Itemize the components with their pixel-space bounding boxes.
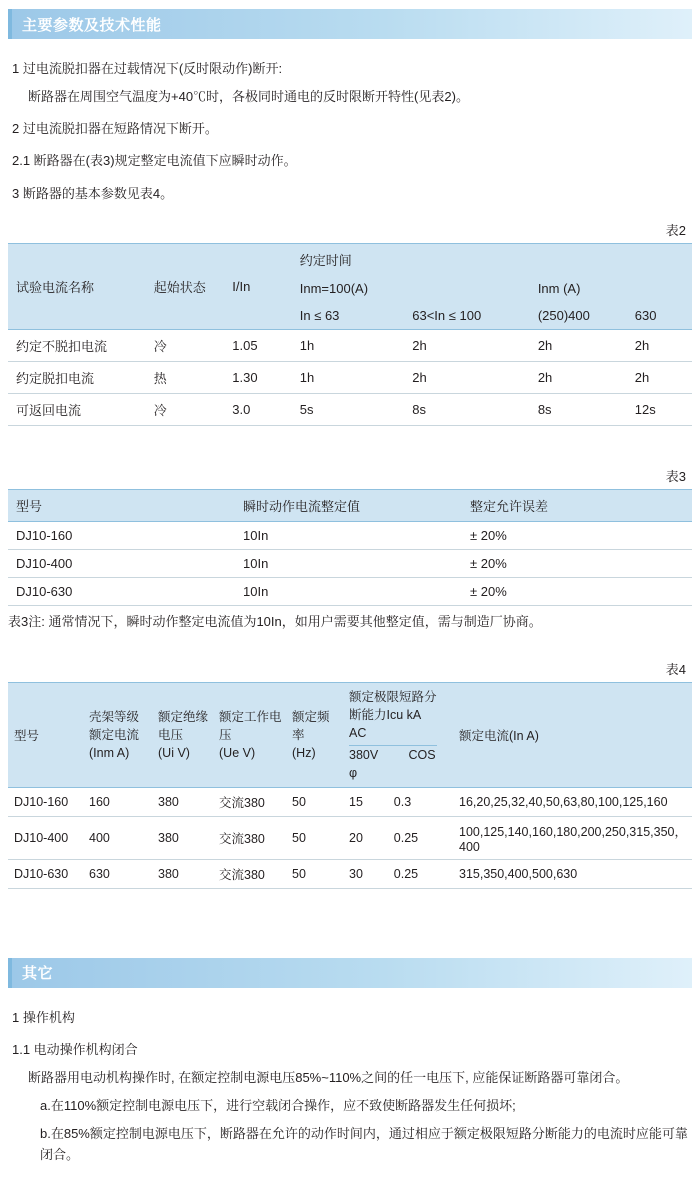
cell-rated-current: 16,20,25,32,40,50,63,80,100,125,160 — [459, 794, 668, 809]
cell-model: DJ10-630 — [14, 866, 69, 881]
document-page — [0, 9, 700, 1165]
paragraph-1: 1 过电流脱扣器在过载情况下(反时限动作)断开: — [12, 61, 283, 76]
cell-work-voltage: 交流380 — [219, 831, 265, 846]
cell-insulation: 380 — [158, 830, 179, 845]
cell-v4: 2h — [634, 337, 650, 353]
table4-header-row — [8, 683, 692, 788]
cell-v3: 8s — [537, 401, 552, 417]
cell-iin: 1.05 — [232, 337, 258, 353]
table-row — [8, 859, 692, 888]
table3-note: 表3注: 通常情况下，瞬时动作整定电流值为10In，如用户需要其他整定值，需与制造厂协商。 — [8, 613, 542, 629]
cell-state: 冷 — [153, 338, 167, 354]
table2-subheader-630: 630 — [634, 307, 657, 323]
cell-setting: 10In — [243, 583, 269, 599]
cell-cos: 0.25 — [393, 830, 419, 845]
table4-caption: 表4 — [665, 662, 686, 678]
cell-tolerance: ± 20% — [470, 555, 507, 571]
section-title-main: 主要参数及技术性能 — [22, 16, 162, 34]
table4-header-insulation: 额定绝缘电压 — [158, 709, 209, 742]
cell-model: DJ10-160 — [14, 794, 69, 809]
table-row — [8, 787, 692, 816]
cell-insulation: 380 — [158, 866, 179, 881]
cell-frequency: 50 — [292, 866, 306, 881]
cell-v3: 2h — [537, 369, 553, 385]
cell-frequency: 50 — [292, 830, 306, 845]
other-paragraph-1-1: 1.1 电动操作机构闭合 — [12, 1041, 138, 1057]
section-accent-bar — [8, 9, 12, 39]
cell-tolerance: ± 20% — [470, 583, 507, 599]
table3-caption: 表3 — [665, 468, 686, 484]
cell-model: DJ10-630 — [16, 583, 73, 599]
table2-header-inm-a: Inm (A) — [537, 280, 581, 296]
table2-subheader-lt63: In ≤ 63 — [299, 307, 340, 323]
table2-header-iin: I/In — [232, 278, 251, 294]
cell-work-voltage: 交流380 — [219, 795, 265, 810]
cell-name: 约定脱扣电流 — [16, 370, 95, 386]
cell-shell: 160 — [89, 794, 110, 809]
cell-v4: 12s — [634, 401, 656, 417]
table4-header-work-voltage-unit: (Ue V) — [219, 746, 256, 761]
table-2 — [8, 243, 692, 426]
cell-cos: 0.3 — [393, 794, 412, 809]
cell-shell: 630 — [89, 866, 110, 881]
paragraph-1-sub: 断路器在周围空气温度为+40℃时，各极同时通电的反时限断开特性(见表2)。 — [28, 89, 469, 105]
table2-header-agreed-time: 约定时间 — [299, 252, 352, 268]
table2-header-row-1 — [8, 243, 692, 275]
paragraph-2: 2 过电流脱扣器在短路情况下断开。 — [12, 121, 218, 137]
table-row — [8, 361, 692, 393]
table4-header-insulation-unit: (Ui V) — [158, 746, 190, 761]
cell-iin: 3.0 — [232, 401, 251, 417]
table3-header-tolerance: 整定允许误差 — [470, 498, 549, 514]
other-paragraph-b: b.在85%额定控制电源电压下，断路器在允许的动作时间内，通过相应于额定极限短路分断能力的电流时应能可靠闭合。 — [40, 1126, 688, 1162]
cell-v1: 5s — [299, 401, 314, 417]
cell-model: DJ10-160 — [16, 527, 73, 543]
table4-header-frequency-unit: (Hz) — [292, 746, 316, 761]
table-3 — [8, 489, 692, 606]
table4-header-icu: 额定极限短路分断能力Icu kA — [349, 690, 437, 723]
table4-header-shell-unit: (Inm A) — [89, 746, 130, 761]
table4-header-work-voltage: 额定工作电压 — [219, 709, 282, 742]
table4-header-frequency: 额定频率 — [292, 709, 330, 742]
cell-state: 冷 — [153, 402, 167, 418]
cell-model: DJ10-400 — [14, 830, 69, 845]
table4-header-model: 型号 — [14, 729, 40, 744]
table-row — [8, 816, 692, 859]
table2-header-state: 起始状态 — [153, 279, 206, 295]
table2-header-name: 试验电流名称 — [16, 279, 95, 295]
other-paragraph-1: 1 操作机构 — [12, 1009, 75, 1025]
table3-header-model: 型号 — [16, 498, 43, 514]
cell-v2: 2h — [412, 369, 427, 385]
section-header-main — [8, 9, 692, 39]
paragraph-2-1: 2.1 断路器在(表3)规定整定电流值下应瞬时动作。 — [12, 153, 297, 169]
cell-v4: 2h — [634, 369, 650, 385]
cell-shell: 400 — [89, 830, 110, 845]
cell-name: 约定不脱扣电流 — [16, 338, 108, 354]
table-row — [8, 329, 692, 361]
cell-frequency: 50 — [292, 794, 306, 809]
table4-header-rated-current: 额定电流(In A) — [459, 729, 539, 744]
paragraph-3: 3 断路器的基本参数见表4。 — [12, 185, 174, 201]
table-4 — [8, 682, 692, 889]
table2-header-inm100: Inm=100(A) — [299, 280, 369, 296]
cell-v3: 2h — [537, 337, 553, 353]
cell-setting: 10In — [243, 555, 269, 571]
table4-header-shell: 壳架等级额定电流 — [89, 709, 140, 742]
table2-subheader-250-400: (250)400 — [537, 307, 590, 323]
cell-iin: 1.30 — [232, 369, 258, 385]
table2-subheader-63-100: 63<In ≤ 100 — [412, 307, 482, 323]
cell-model: DJ10-400 — [16, 555, 73, 571]
other-paragraph-a: a.在110%额定控制电源电压下，进行空载闭合操作，应不致使断路器发生任何损坏; — [40, 1098, 516, 1114]
cell-insulation: 380 — [158, 794, 179, 809]
cell-cos: 0.25 — [393, 866, 419, 881]
cell-v2: 2h — [412, 337, 427, 353]
cell-rated-current: 100,125,140,160,180,200,250,315,350，400 — [459, 824, 687, 854]
table-row — [8, 577, 692, 605]
other-paragraph-1-1-body: 断路器用电动机构操作时, 在额定控制电源电压85%~110%之间的任一电压下, 应能保证断路器可靠闭合。 — [28, 1070, 629, 1086]
cell-rated-current: 315,350,400,500,630 — [459, 866, 578, 881]
table-row — [8, 549, 692, 577]
cell-name: 可返回电流 — [16, 402, 82, 418]
table3-header-setting: 瞬时动作电流整定值 — [243, 498, 361, 514]
cell-work-voltage: 交流380 — [219, 867, 265, 882]
cell-state: 热 — [153, 370, 167, 386]
cell-v1: 1h — [299, 369, 315, 385]
table4-header-icu-cos: COS φ — [349, 747, 436, 780]
cell-icu-380: 30 — [349, 866, 363, 881]
cell-v1: 1h — [299, 337, 315, 353]
cell-setting: 10In — [243, 527, 269, 543]
section-accent-bar — [8, 958, 12, 988]
cell-icu-380: 15 — [349, 794, 363, 809]
cell-icu-380: 20 — [349, 830, 363, 845]
table4-header-icu-ac: AC — [349, 724, 437, 745]
table3-header-row — [8, 489, 692, 521]
table-row — [8, 393, 692, 425]
table2-caption: 表2 — [665, 222, 686, 238]
table4-header-icu-380: 380V — [349, 747, 379, 762]
section-header-other — [8, 958, 692, 988]
cell-v2: 8s — [412, 401, 426, 417]
cell-tolerance: ± 20% — [470, 527, 507, 543]
section-title-other: 其它 — [22, 965, 54, 983]
table-row — [8, 521, 692, 549]
